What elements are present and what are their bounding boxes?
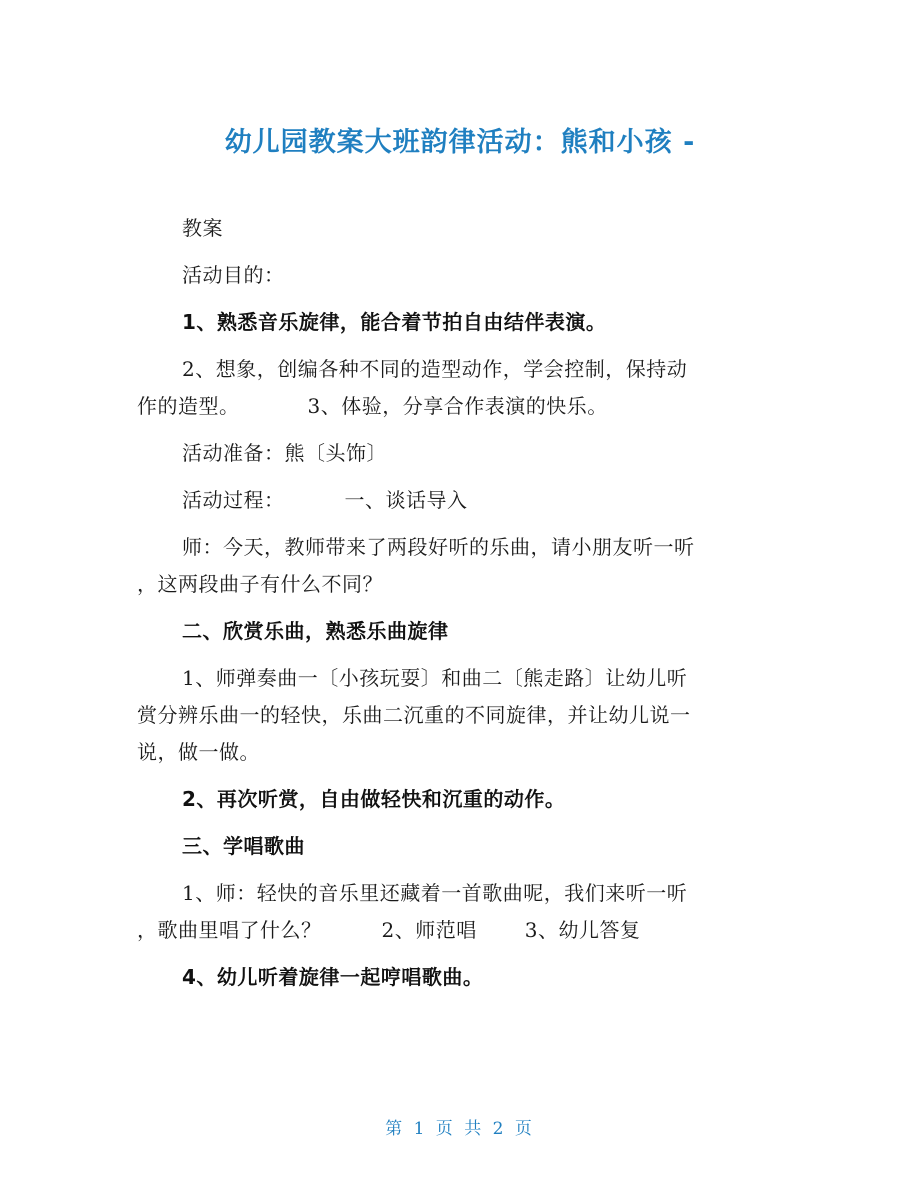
paragraph-text: 2、再次听赏，自由做轻快和沉重的动作。 — [182, 787, 566, 811]
document-title: 幼儿园教案大班韵律活动：熊和小孩 - — [224, 127, 696, 158]
paragraph-line: ，这两段曲子有什么不同？ — [137, 572, 383, 596]
paragraph-objective-2-3 — [137, 351, 782, 425]
paragraph-section-3-steps — [137, 875, 782, 949]
paragraph-objective-1 — [137, 304, 782, 341]
paragraph-fragment: 活动过程： — [182, 488, 285, 512]
paragraph-text: 活动准备：熊〔头饰〕 — [182, 441, 387, 465]
paragraph-text: 4、幼儿听着旋律一起哼唱歌曲。 — [182, 965, 484, 989]
paragraph-fragment: 3、幼儿答复 — [524, 918, 641, 942]
paragraph-objectives-heading — [137, 257, 782, 294]
paragraph-line: 1、师：轻快的音乐里还藏着一首歌曲呢，我们来听一听 — [182, 881, 688, 905]
paragraph-section-2-step-1 — [137, 660, 782, 771]
paragraph-fragment: 2、师范唱 — [381, 918, 477, 942]
paragraph-fragment: 3、体验，分享合作表演的快乐。 — [307, 394, 608, 418]
paragraph-line: 2、想象，创编各种不同的造型动作，学会控制，保持动 — [182, 357, 688, 381]
paragraph-text: 三、学唱歌曲 — [182, 834, 305, 858]
paragraph-section-2-step-2 — [137, 781, 782, 818]
paragraph-section-3-step-4 — [137, 959, 782, 996]
paragraph-section-2 — [137, 613, 782, 650]
paragraph-line: 说，做一做。 — [137, 740, 260, 764]
paragraph-process — [137, 482, 782, 519]
paragraph-label — [137, 210, 782, 247]
paragraph-line — [92, 388, 782, 425]
paragraph-line — [137, 482, 782, 519]
paragraph-text: 活动目的： — [182, 263, 285, 287]
paragraph-preparation — [137, 435, 782, 472]
document-body — [137, 210, 782, 1006]
paragraph-fragment: 作的造型。 — [137, 394, 240, 418]
paragraph-text: 二、欣赏乐曲，熟悉乐曲旋律 — [182, 619, 449, 643]
page-number-footer: 第 1 页 共 2 页 — [385, 1119, 535, 1139]
paragraph-line: 1、师弹奏曲一〔小孩玩耍〕和曲二〔熊走路〕让幼儿听 — [182, 666, 688, 690]
paragraph-line — [92, 912, 782, 949]
paragraph-section-3 — [137, 828, 782, 865]
paragraph-text: 教案 — [182, 216, 223, 240]
paragraph-fragment: ，歌曲里唱了什么？ — [137, 918, 322, 942]
paragraph-line: 师：今天，教师带来了两段好听的乐曲，请小朋友听一听 — [182, 535, 695, 559]
paragraph-line: 赏分辨乐曲一的轻快，乐曲二沉重的不同旋律，并让幼儿说一 — [137, 703, 691, 727]
paragraph-text: 1、熟悉音乐旋律，能合着节拍自由结伴表演。 — [182, 310, 607, 334]
paragraph-fragment: 一、谈话导入 — [344, 488, 468, 512]
paragraph-teacher-intro — [137, 529, 782, 603]
